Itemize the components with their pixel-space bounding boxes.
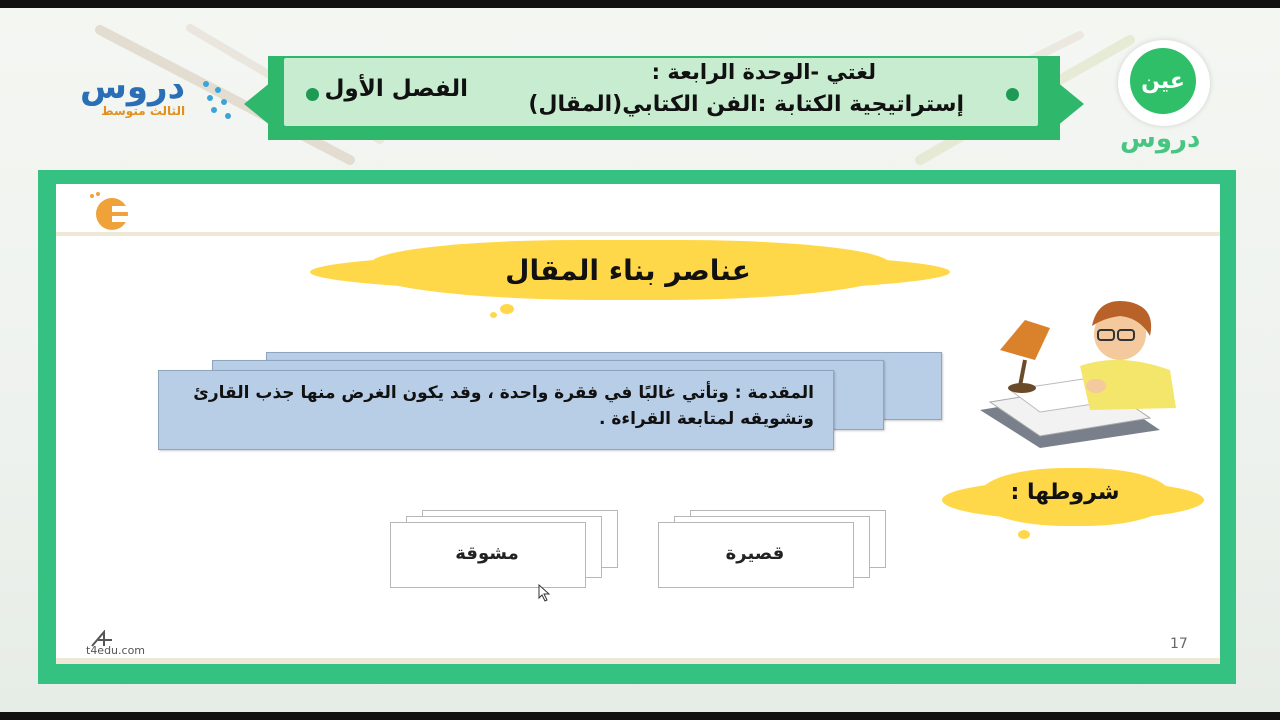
intro-paragraph: المقدمة : وتأتي غالبًا في فقرة واحدة ، وقد يكون الغرض منها جذب القارئ وتشويقه لمتابعة القراءة . [193, 383, 814, 429]
condition-short-label: قصيرة [725, 543, 785, 564]
footer-logo-text: t4edu.com [86, 644, 146, 657]
writer-illustration-icon [980, 290, 1190, 450]
conditions-cloud-dot [1018, 530, 1030, 539]
header-unit-title: لغتي -الوحدة الرابعة : [651, 60, 876, 84]
slide-bottom-strip [56, 658, 1220, 664]
title-cloud-dot [500, 304, 514, 314]
conditions-label: شروطها : [1010, 480, 1120, 505]
logo-title: دروس [80, 67, 186, 107]
logo-ain-badge: عين [1130, 48, 1196, 114]
logo-subtitle: الثالث متوسط [101, 104, 186, 118]
condition-engaging-label: مشوقة [455, 543, 519, 564]
header-bullet-icon [1006, 88, 1019, 101]
cursor-arrow-icon [538, 584, 552, 602]
header-semester: الفصل الأول [324, 76, 468, 102]
title-cloud-dot [490, 312, 497, 318]
letterbox-bottom [0, 712, 1280, 720]
slide-top-strip [56, 232, 1220, 236]
slide-title: عناصر بناء المقال [505, 254, 751, 287]
header-lesson-title: إستراتيجية الكتابة :الفن الكتابي(المقال) [528, 92, 964, 117]
page-number: 17 [1170, 636, 1188, 652]
logo-duroos-left [80, 67, 186, 118]
header-bullet-icon [306, 88, 319, 101]
c-logo-icon [84, 192, 140, 232]
dots-decoration-icon [196, 76, 240, 126]
letterbox-top [0, 0, 1280, 8]
logo-ain-text: دروس [1120, 124, 1201, 154]
